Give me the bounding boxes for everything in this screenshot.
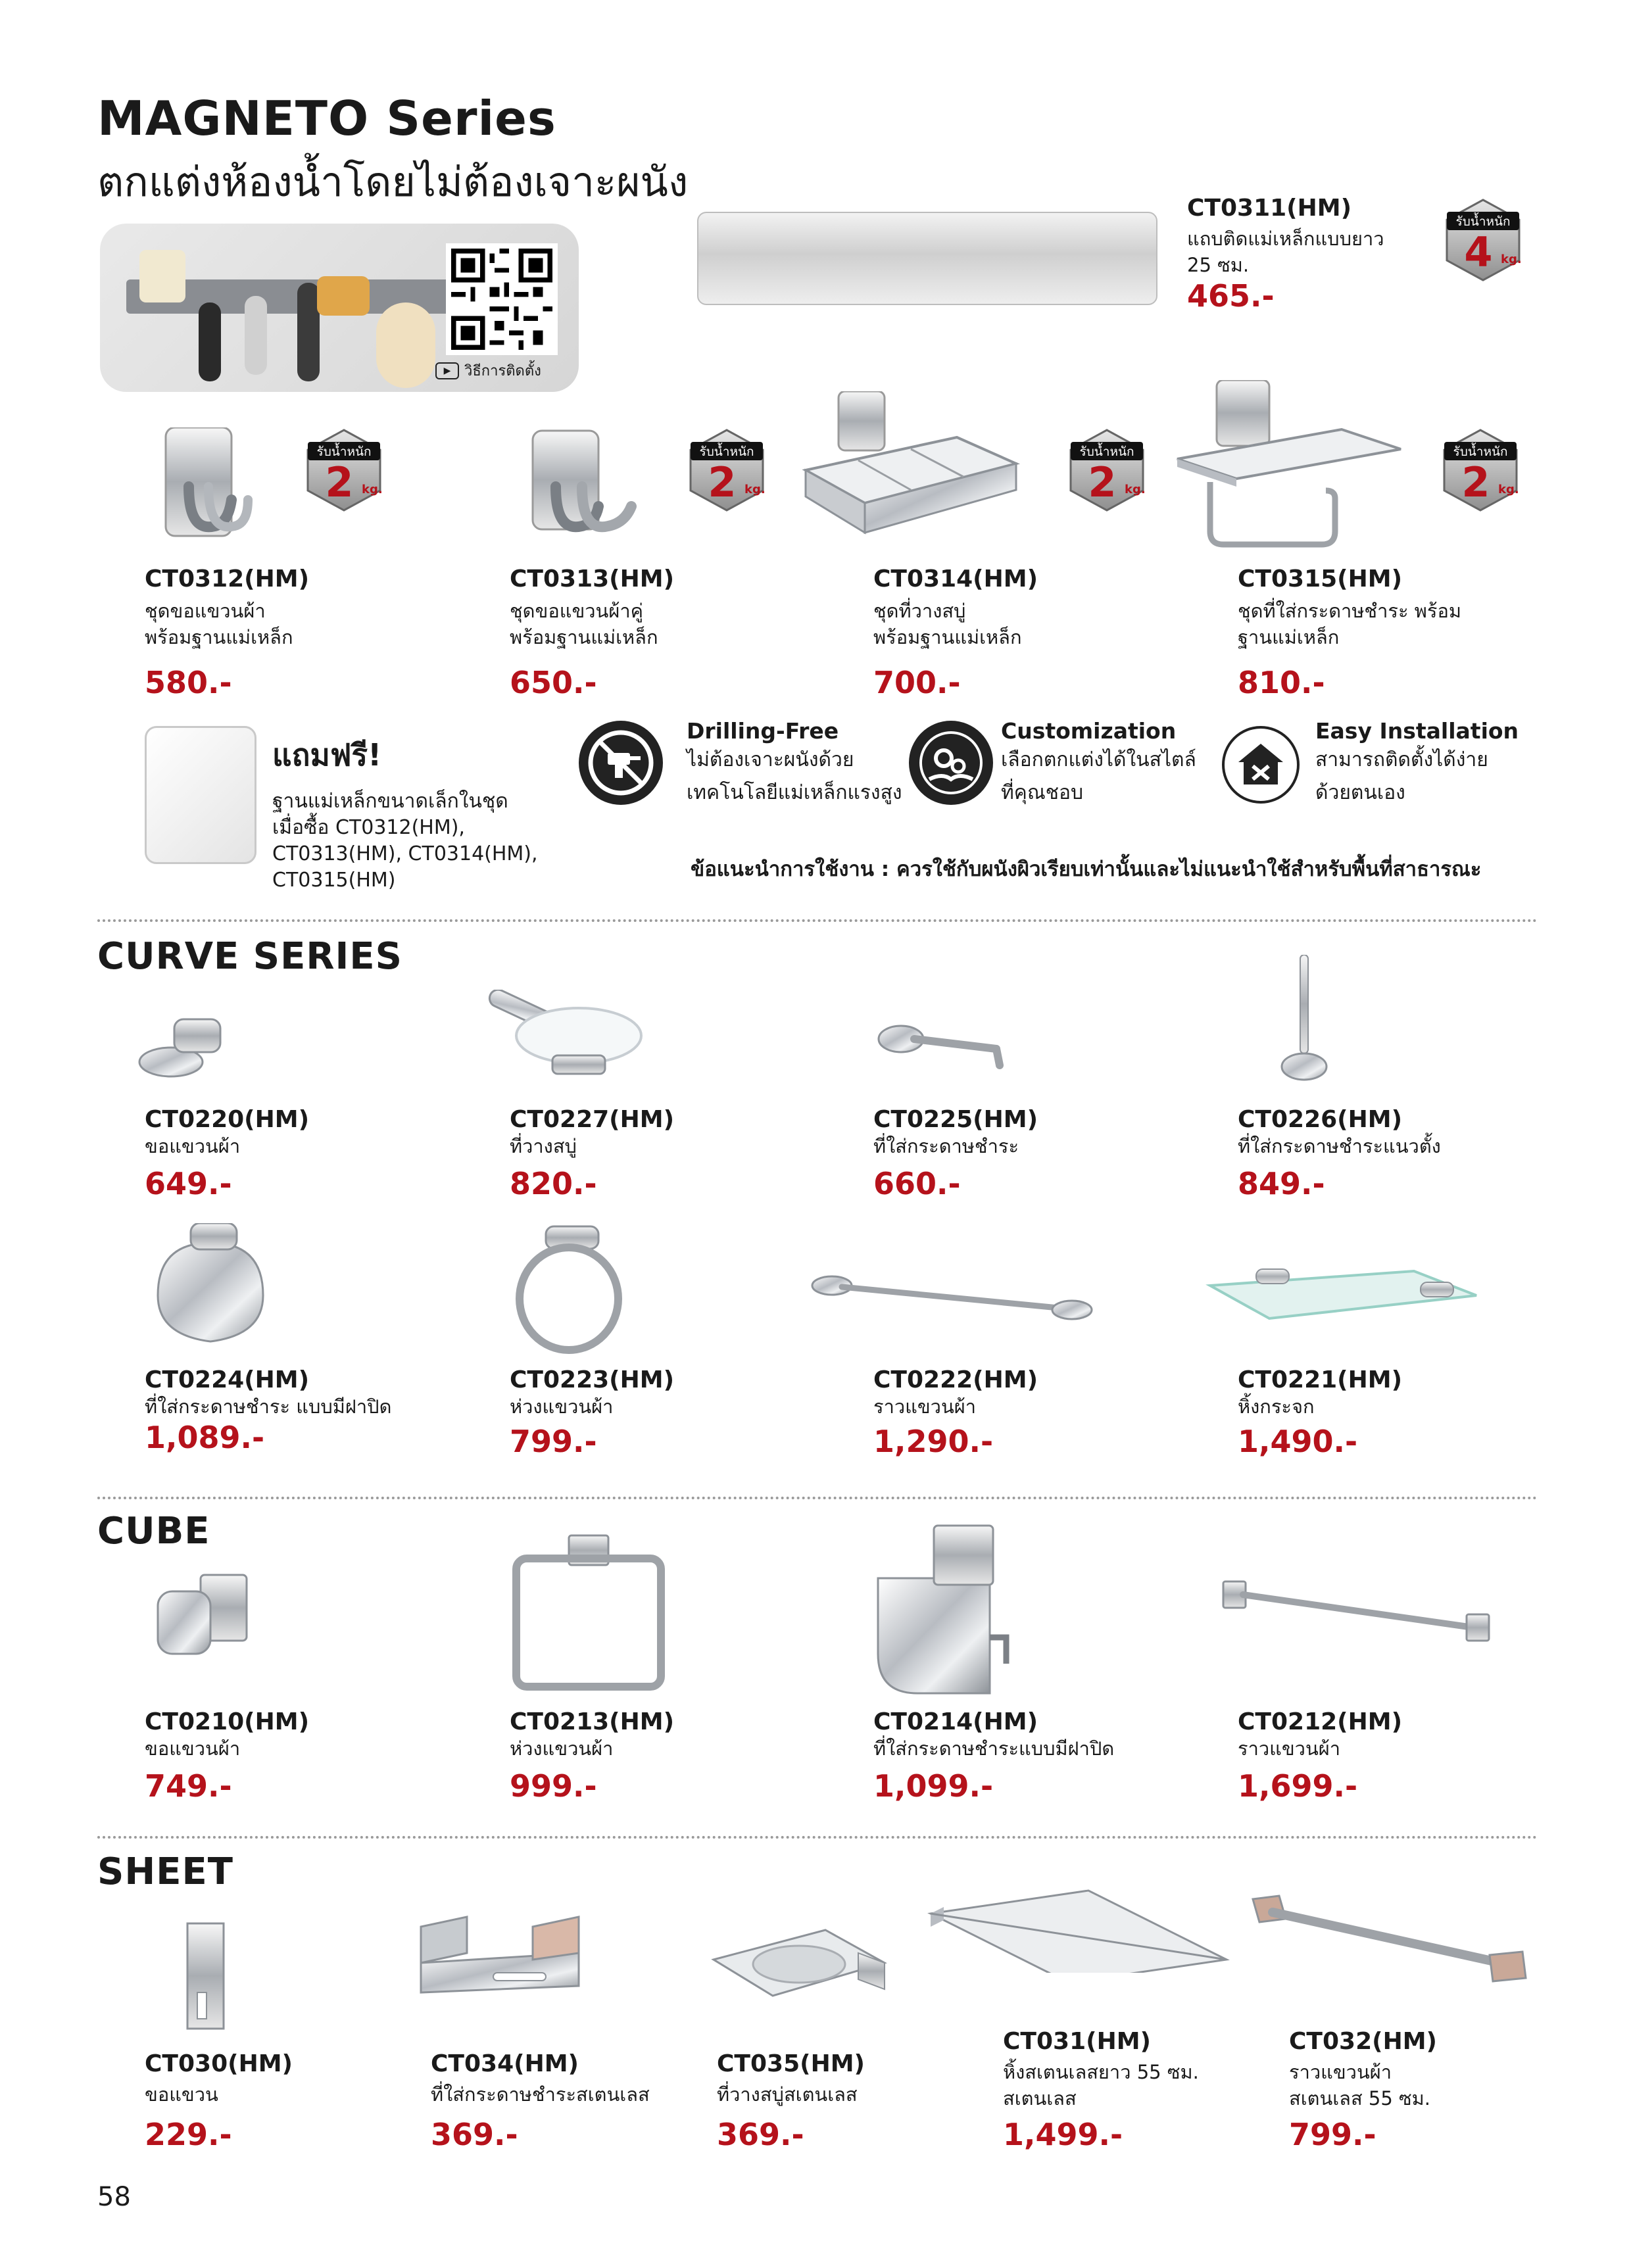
product-desc: ที่ใส่กระดาษชำระ แบบมีฝาปิด (145, 1395, 392, 1418)
free-magnet-base-image (145, 726, 256, 864)
product-image-ct0223 (506, 1223, 638, 1357)
no-drill-icon (579, 721, 663, 805)
page-number: 58 (97, 2182, 131, 2212)
divider (97, 1497, 1538, 1499)
product-code: CT0221(HM) (1238, 1366, 1403, 1393)
product-image-ct0213 (506, 1532, 671, 1699)
product-code: CT0313(HM) (510, 566, 675, 592)
weight-label: รับน้ำหนัก (316, 445, 372, 459)
basket-photo (317, 276, 370, 316)
product-desc: ที่ใส่กระดาษชำระ (873, 1135, 1019, 1157)
product-desc: ชุดขอแขวนผ้า พร้อมฐานแม่เหล็ก (145, 600, 293, 648)
product-desc: ชุดที่วางสบู่ พร้อมฐานแม่เหล็ก (873, 600, 1022, 648)
promo-photo (100, 224, 579, 392)
product-code: CT035(HM) (717, 2050, 865, 2077)
product-code: CT031(HM) (1003, 2028, 1151, 2055)
product-desc: ขอแขวนผ้า (145, 1135, 241, 1157)
product-image-ct030 (178, 1920, 237, 2035)
product-image-ct035 (707, 1923, 891, 2012)
product-ct0311 (1187, 195, 1384, 314)
product-code: CT034(HM) (431, 2050, 579, 2077)
product-price: 660.- (873, 1166, 961, 1201)
hook-photo (245, 296, 267, 375)
product-desc: ราวแขวนผ้า สเตนเลส 55 ซม. (1289, 2061, 1431, 2110)
weight-value: 2 (1461, 458, 1490, 506)
product-image-ct0212 (1217, 1575, 1499, 1650)
section-title-sheet: SHEET (97, 1850, 233, 1893)
easy-installation-icon (1222, 726, 1300, 804)
weight-badge (1064, 427, 1150, 516)
product-ct0222 (873, 1366, 1038, 1459)
hook-photo (199, 302, 221, 381)
product-desc: ห่วงแขวนผ้า (510, 1395, 614, 1418)
weight-value: 2 (325, 458, 354, 506)
weight-badge (301, 427, 387, 516)
product-image-ct0220 (135, 1006, 233, 1088)
product-desc: ชุดขอแขวนผ้าคู่ พร้อมฐานแม่เหล็ก (510, 600, 658, 648)
product-code: CT0214(HM) (873, 1708, 1038, 1735)
free-gift-desc: ฐานแม่เหล็กขนาดเล็กในชุด เมื่อซื้อ CT0312(HM), CT0313(HM), CT0314(HM), CT0315(HM) (272, 790, 538, 892)
product-ct032 (1289, 2028, 1437, 2152)
section-title-cube: CUBE (97, 1510, 210, 1553)
product-desc: ขอแขวนผ้า (145, 1737, 241, 1760)
product-image-ct0227 (474, 990, 645, 1084)
product-code: CT0226(HM) (1238, 1106, 1403, 1133)
weight-unit: kg. (1501, 253, 1522, 266)
product-desc: แถบติดแม่เหล็กแบบยาว 25 ซม. (1187, 228, 1384, 276)
weight-unit: kg. (1498, 483, 1519, 496)
product-ct0221 (1238, 1366, 1402, 1459)
weight-value: 2 (1088, 458, 1117, 506)
product-price: 1,089.- (145, 1420, 265, 1455)
product-price: 1,699.- (1238, 1768, 1358, 1804)
weight-label: รับน้ำหนัก (699, 445, 754, 459)
video-caption[interactable]: ▶ วิธีการติดตั้ง (435, 359, 541, 382)
product-price: 749.- (145, 1768, 232, 1804)
product-image-ct0222 (809, 1272, 1098, 1328)
product-ct034 (431, 2050, 650, 2152)
product-desc: ห่วงแขวนผ้า (510, 1737, 614, 1760)
product-price: 580.- (145, 665, 232, 700)
product-code: CT0225(HM) (873, 1106, 1038, 1133)
page-title: MAGNETO Series (97, 91, 556, 146)
play-icon: ▶ (435, 362, 459, 379)
weight-badge (684, 427, 769, 516)
weight-value: 4 (1464, 228, 1493, 276)
weight-badge (1438, 427, 1523, 516)
weight-label: รับน้ำหนัก (1453, 445, 1508, 459)
product-ct0314 (873, 566, 1038, 700)
product-price: 799.- (1289, 2117, 1376, 2152)
product-image-ct034 (414, 1914, 585, 2002)
product-code: CT032(HM) (1289, 2028, 1437, 2055)
page-subtitle: ตกแต่งห้องน้ำโดยไม่ต้องเจาะผนัง (97, 158, 689, 206)
weight-label: รับน้ำหนัก (1455, 214, 1511, 229)
product-code: CT0224(HM) (145, 1366, 310, 1393)
product-image-ct0313 (520, 427, 651, 539)
feature-title: Customization (1001, 718, 1177, 744)
product-image-ct0214 (868, 1519, 1033, 1699)
product-image-ct031 (924, 1887, 1233, 1975)
product-ct0210 (145, 1708, 309, 1804)
product-code: CT030(HM) (145, 2050, 293, 2077)
product-code: CT0227(HM) (510, 1106, 675, 1133)
free-gift-title: แถมฟรี! (272, 737, 382, 773)
feature-title: Easy Installation (1315, 718, 1519, 744)
product-code: CT0311(HM) (1187, 195, 1352, 222)
product-image-ct032 (1246, 1893, 1536, 1987)
weight-unit: kg. (1125, 483, 1146, 496)
product-price: 1,099.- (873, 1768, 994, 1804)
product-ct031 (1003, 2028, 1199, 2152)
product-price: 465.- (1187, 278, 1275, 314)
board-photo (376, 302, 435, 388)
product-code: CT0312(HM) (145, 566, 310, 592)
feature-drilling-free (687, 718, 902, 809)
product-code: CT0315(HM) (1238, 566, 1403, 592)
product-price: 1,290.- (873, 1424, 994, 1459)
product-price: 799.- (510, 1424, 597, 1459)
product-price: 369.- (431, 2117, 518, 2152)
feature-title: Drilling-Free (687, 718, 839, 744)
product-code: CT0314(HM) (873, 566, 1038, 592)
product-price: 369.- (717, 2117, 804, 2152)
product-desc: หิ้งกระจก (1238, 1395, 1315, 1418)
free-gift (272, 731, 538, 894)
weight-value: 2 (708, 458, 737, 506)
product-ct0315 (1238, 566, 1461, 700)
weight-label: รับน้ำหนัก (1079, 445, 1134, 459)
divider (97, 1836, 1538, 1839)
product-image-ct0314 (799, 391, 1023, 539)
product-desc: ขอแขวน (145, 2083, 218, 2106)
weight-unit: kg. (362, 483, 383, 496)
qr-code[interactable] (446, 243, 558, 355)
product-code: CT0210(HM) (145, 1708, 310, 1735)
customization-icon (909, 721, 993, 805)
feature-customization (1001, 718, 1196, 809)
product-price: 649.- (145, 1166, 232, 1201)
product-code: CT0223(HM) (510, 1366, 675, 1393)
product-ct0214 (873, 1708, 1114, 1804)
product-price: 1,490.- (1238, 1424, 1358, 1459)
usage-note: ข้อแนะนำการใช้งาน : ควรใช้กับผนังผิวเรียบเท่านั้นและไม่แนะนำใช้สำหรับพื้นที่สาธารณะ (691, 857, 1482, 881)
divider (97, 919, 1538, 922)
product-image-ct0311 (697, 212, 1157, 305)
product-ct035 (717, 2050, 865, 2152)
product-desc: ที่วางสบู่สเตนเลส (717, 2083, 858, 2106)
weight-unit: kg. (744, 483, 766, 496)
product-price: 820.- (510, 1166, 597, 1201)
product-image-ct0210 (148, 1568, 260, 1663)
feature-text: ไม่ต้องเจาะผนังด้วย เทคโนโลยีแม่เหล็กแรงสูง (687, 748, 902, 804)
feature-text: สามารถติดตั้งได้ง่าย ด้วยตนเอง (1315, 748, 1488, 804)
product-image-ct0315 (1171, 380, 1407, 551)
product-desc: ที่ใส่กระดาษชำระสเตนเลส (431, 2083, 650, 2106)
product-code: CT0220(HM) (145, 1106, 310, 1133)
product-price: 229.- (145, 2117, 232, 2152)
product-ct0223 (510, 1366, 674, 1459)
product-desc: ที่ใส่กระดาษชำระแบบมีฝาปิด (873, 1737, 1115, 1760)
product-image-ct0225 (875, 1003, 1019, 1078)
product-ct030 (145, 2050, 293, 2152)
product-desc: ที่ใส่กระดาษชำระแนวตั้ง (1238, 1135, 1441, 1157)
product-ct0226 (1238, 1106, 1441, 1201)
product-ct0312 (145, 566, 309, 700)
feature-text: เลือกตกแต่งได้ในสไตล์ ที่คุณชอบ (1001, 748, 1196, 804)
hook-photo (297, 283, 320, 381)
product-desc: ที่วางสบู่ (510, 1135, 577, 1157)
product-ct0313 (510, 566, 674, 700)
product-desc: ราวแขวนผ้า (873, 1395, 977, 1418)
section-title-curve: CURVE SERIES (97, 935, 402, 978)
product-price: 849.- (1238, 1166, 1325, 1201)
product-ct0212 (1238, 1708, 1402, 1804)
product-image-ct0226 (1273, 955, 1338, 1089)
product-code: CT0222(HM) (873, 1366, 1038, 1393)
product-ct0227 (510, 1106, 674, 1201)
feature-easy-installation (1315, 718, 1519, 809)
product-image-ct0312 (153, 427, 258, 539)
product-ct0224 (145, 1366, 391, 1455)
product-ct0220 (145, 1106, 309, 1201)
product-desc: ราวแขวนผ้า (1238, 1737, 1341, 1760)
product-image-ct0224 (145, 1223, 276, 1351)
product-desc: หิ้งสเตนเลสยาว 55 ซม. สเตนเลส (1003, 2061, 1199, 2110)
product-code: CT0213(HM) (510, 1708, 675, 1735)
product-price: 1,499.- (1003, 2117, 1123, 2152)
product-price: 810.- (1238, 665, 1325, 700)
weight-badge (1440, 197, 1526, 285)
product-price: 700.- (873, 665, 961, 700)
bag-photo (139, 250, 185, 302)
product-ct0213 (510, 1708, 674, 1804)
product-price: 650.- (510, 665, 597, 700)
product-code: CT0212(HM) (1238, 1708, 1403, 1735)
product-image-ct0221 (1204, 1259, 1480, 1334)
product-ct0225 (873, 1106, 1038, 1201)
product-price: 999.- (510, 1768, 597, 1804)
product-desc: ชุดที่ใส่กระดาษชำระ พร้อม ฐานแม่เหล็ก (1238, 600, 1461, 648)
